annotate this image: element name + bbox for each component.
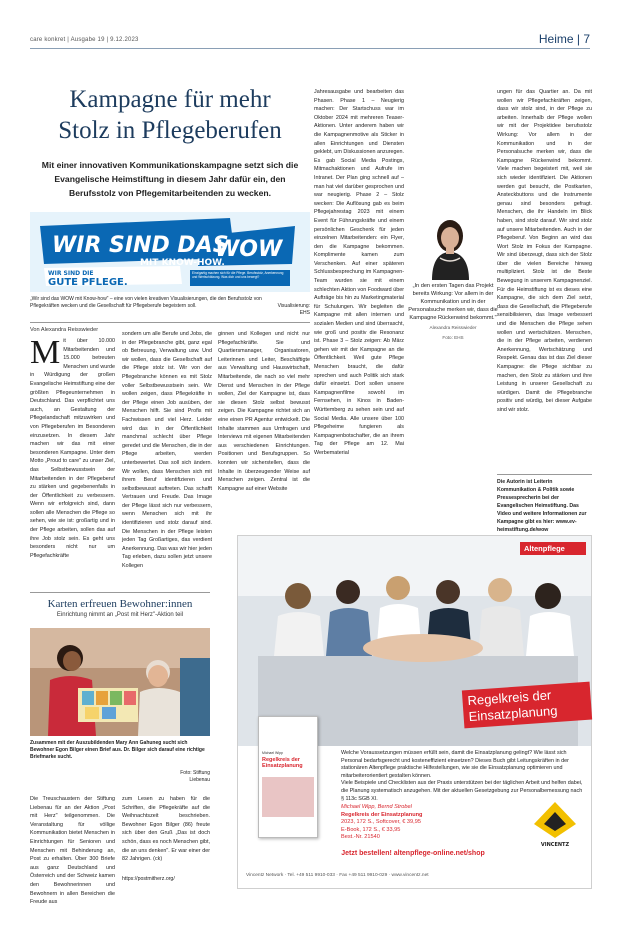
ad-tag: Altenpflege — [520, 542, 586, 555]
quote-author: Alexandra Reisswieder — [429, 325, 477, 330]
secondary-rule — [30, 592, 210, 593]
ad-shop-link[interactable]: Jetzt bestellen! altenpflege-online.net/shop — [341, 850, 485, 857]
banner-small-text: Einzigartig machen sich für die Pflege. Berufsstolz, Anerkennung und Wertschätzung. Was dich und uns bewegt? — [192, 271, 284, 279]
section-page: Heime | 7 — [538, 32, 590, 46]
banner-line-1: WIR SIND DAS — [52, 233, 229, 258]
issue-info: care konkret | Ausgabe 19 | 9.12.2023 — [30, 37, 139, 43]
column-1-text: it über 10.000 Mitarbeitenden und 15.000 betreuten Menschen und wurde in Würdigung der großen Evangelische Heimstiftung eine der größten Pflegeunternehmen in Deutschland. Das verpflichtet uns auch, an Gestaltung der Pflegelandschaft mitzuwirken und von Pflegeberufen im Besonderen einzusetzen. In diesem Jahr machen wir das mit einer besonderen Kampagne. Unter dem Motto „Proud to care" zu unser Ziel, das Selbstbewusstsein der Mitarbeitenden in der Pflegeberuf zu stärken und gegebenenfalls in der Öffentlichkeit zu verbessern. Wenn wir erfolgreich sind, dann sollen alle Menschen die Pflege so sehen, wie sie ist: großartig und in der Pflege arbeiten, sollen das auf ihre Job stolz sein. Es geht uns besonders nicht nur um Pflegefachkräfte — [30, 338, 115, 559]
campaign-banner — [30, 212, 310, 292]
author-note: Die Autorin ist Leiterin Kommunikation & Politik sowie Pressesprecherin bei der Evangelischen Heimstiftung. Das Video und weitere Informationen zur Kampagne gibt es hier: www.ev-heimstiftung.de/wow — [497, 479, 587, 533]
book-author: Michael Wipp — [262, 751, 284, 755]
secondary-column-1: Die Treuschaustern der Stiftung Liebenau für an der Aktion „Post mit Herz" teilgenommen. Die Veranstaltung für völlige Kommunikation bietet Menschen in Einrichtungen für Senioren und Menschen mit Behinderung an, Post zu erhalten. Über 300 Briefe aus ganz Deutschland und Österreich und der Schweiz kamen den Bewohnerinnen und Bewohnern in allen Bereichen die Freude aus — [30, 796, 115, 906]
secondary-photo — [30, 628, 210, 736]
portrait-photo-credit: Foto: EHS — [442, 335, 464, 340]
secondary-caption: Zusammen mit der Auszubildenden Mary Ann Gahuneg sucht sich Bewohner Egon Bilger einen Brief aus. Dr. Bilger sich darauf eine richtige Briefmarke sucht. — [30, 740, 205, 760]
article-column-1 — [30, 334, 115, 577]
ad-body — [341, 750, 583, 803]
secondary-column-2: zum Lesen zu haben für die Schriften, die Pflegekräfte auf die Weihnachtszeit beschrieben. Bewohner Egon Bilger (86) freute sich über den Gruß „Das ist doch schön, dass es noch Menschen gibt, die an uns denken". Er war einer der 82 Jahrigen. (ck) — [122, 796, 210, 863]
secondary-subhead: Einrichtung nimmt an „Post mit Herz"-Aktion teil — [56, 612, 184, 618]
ad-headline-2: Einsatzplanung — [468, 702, 558, 725]
note-rule — [497, 474, 592, 475]
banner-graphic — [30, 212, 310, 292]
article-column-4: Jahresausgabe und bearbeiten das Phasen. Phase 1 – Neugierig machen: Der Startschuss war im Oktober 2024 mit mehreren Teaser-Aktionen. Unter anderem haben wir die Kampagnenmotive als Sticker in allen Einrichtungen und Diensten geklebt, um Diskussionen anzuregen. Es gab Social Media Postings, Mitmachaktionen und Aufrufe im Intranet. Der Plan ging schnell auf – man hat viel darüber gesprochen und war neugierig. Phase 2 – Stolz wecken: Die Auflösung gab es beim Pflegejahrestag 2023 mit einem Event für Führungskräfte und einem persönlichen Geschenk für jeden einzelnen Mitarbeitenden: ein Flyer, den die Kampagne bekommen. Komplimente kamen zum Verschenken. Auf einer späteren Schlussbesprechung im Kampagnen-Team wurden sie mit einem schlechten Aktion von Foodward über Aufträge bis hin zu Marketingmaterial für Schulungen. Wir begleiten die Kampagne mit allen internen und sozialen Medien und sind überrascht, wie groß und positiv die Resonanz ist. Phase 3 – Stolz zeigen: Ab März gehen wir mit der Kampagne an die Öffentlichkeit. Weil gute Pflege Menschen braucht, die dafür sprechen und auch Politik sich stark dafür einsetzt. Dort sollen unsere Kampagnenfilme sowohl im Fernsehen, in Kinos in Baden-Württemberg zu sehen sein und auf Social Media. Alle unsere über 100 Pflegeheime fungieren als Kampagnenbotschafter, die an ihrem Tag der Pflege am 12. Mai Werbematerial — [314, 89, 404, 456]
header-rule — [30, 48, 590, 49]
book-advertisement — [237, 535, 592, 889]
article-column-5: ungen für das Quartier an. Da mit wollen wir Pflegefachkräften zeigen, dass wir stolz sind, in der Pflege zu arbeiten. Innerhalb der Pflege wollen wir mit der Projektidee berufsstolz Wirkung: Vor allem in der Kommunikation und in der Personalsuche merken wir, dass die Kampagne Rückenwind bekommt. Viele machen begeistert mit, weil sie sich wieder identifiziert. Die Aktionen werden gut besucht, die Postkarten, Ansteckbuttons und die Instrumente genau sind besonders gefragt. Menschen, die ihr Handeln im Blick haben, sind stolz darauf. Wir sind stolz auf unsere Mitarbeitenden. Auch in der Pflegeberuf. Von Beginn an wird das Wort Stolz im Fokus der Kampagne. Wir sind überzeugt, dass sich der Stolz über die vielen Bereiche hinweg multipliziert. Stolz ist die Beste Bewegung in unserem Kampagnenziel. Für die Heimstiftung ist es dieses eine Kampagne, die sich dem Ziel setzt, dass die Gesellschaft, die Pflegeberufe sensibilisieren, das Image verbessert und die Menschen die Pflege sehen wollen und wertschätzen. Menschen, die in der Pflege arbeiten, verdienen Anerkennung, Wertschätzung und Respekt. Genau das ist das Ziel dieser Kampagne: die Pflege sichtbar zu machen, den Stolz zu stärken und ihre Leistung in unserer Gesellschaft zu würdigen. Damit die Pflegebranche positiv und würdig, bei dieser Aufgabe sind wir stolz. — [497, 89, 592, 413]
ad-body-2: Viele Beispiele und Checklisten aus der Praxis unterstützen bei der täglichen Arbeit und helfen dabei, die Planung systematisch anzugehen. Mit der aktuellen Gesetzgebung zur Personalbemessung nach § 113c SGB XI. — [341, 780, 583, 802]
byline: Von Alexandra Reisswieder — [30, 327, 99, 333]
logo-text: VINCENTZ — [540, 842, 570, 848]
order-author: Michael Wipp, Bernd Strobel — [341, 804, 412, 810]
banner-caption: „Wir sind das WOW mit Know-how" – eine von vielen kreativen Visualisierungen, die den Berufsstolz von Pflegekräften wecken und die Gesellschaft für Pflegeberufe begeistern soll. — [30, 296, 262, 309]
postmitherz-link[interactable]: https://postmitherz.org/ — [122, 876, 175, 882]
order-line-2: E-Book, 172 S., € 33,95 — [341, 826, 401, 833]
secondary-headline: Karten erfreuen Bewohner:innen — [47, 598, 193, 610]
ad-contact: Vincentz Network · Tel. +49 511 9910-033 · Fax +49 511 9910-029 · www.vincentz.net — [246, 873, 429, 878]
article-column-2: sondern um alle Berufe und Jobs, die in der Pflegebranche gibt, ganz egal ob Betreuung, Verwaltung usw. Und wir wollen, dass die Gesellschaft auf die Pflege stolz ist. Wir von der Pflegebranche können es mit Stolz voller Selbstbewusstsein sein. Wir wollen zeigen, dass Pflegekräfte in der Pflege einen Job ausüben, der Menschen hilft. Sie sind Profis mit Fachwissen und viel Herz. Leider wird das in der Öffentlichkeit manchmal schlecht über Pflege geredet und die Menschen, die in der Pflege arbeiten, werden unterbewertet. Das soll sich ändern. Wir wollen, dass Menschen sich mit ihrem Beruf identifizieren und selbstbewusst auftreten. Das schafft Vertrauen und Freude. Das Image der Pflege lässt sich nur verbessern, wenn Menschen sich mit ihr identifizieren und stolz darauf sind. Die Menschen in der Pflege leisten jeden Tag Großartiges, das verdient Anerkennung. Das was wir hier jeden Tag erleben, dazu sollen jetzt unsere Kollegen — [122, 331, 212, 570]
portrait-quote — [408, 282, 498, 342]
postcards-photo — [30, 628, 210, 736]
order-line-3: Best.-Nr. 21540 — [341, 834, 380, 841]
vincentz-logo — [530, 798, 580, 848]
headline-line-1: Kampagne für mehr — [69, 86, 271, 113]
book-cover — [258, 716, 318, 838]
vincentz-logo-icon — [530, 798, 580, 848]
article-lead: Mit einer innovativen Kommunikationskampagne setzt sich die Evangelische Heimstiftung in diesem Jahr dafür ein, den Berufsstolz von Pflegemitarbeitenden zu wecken. — [41, 160, 299, 198]
drop-cap: M — [30, 334, 61, 371]
quote-text: „In den ersten Tagen das Projekt bereits Wirkung: Vor allem in der Kommunikation und in der Personalsuche merken wir, dass die Kampagne Rückenwind bekommt." — [408, 283, 498, 321]
portrait-image — [418, 212, 483, 280]
article-headline — [30, 84, 310, 146]
secondary-credit: Foto: Stiftung Liebenau — [180, 770, 210, 783]
order-line-1: 2023, 172 S., Softcover, € 39,95 — [341, 819, 421, 826]
banner-line-5: GUTE PFLEGE. — [48, 277, 128, 288]
article-column-3: ginnen und Kollegen und nicht nur Pflegefachkräfte. Sie und Quartiersmanager, Organisatoren, Leiterinnen und Leiter, Beschäftigte aus Verwaltung und Hauswirtschaft, Mitarbeitende, die nach so viel mehr Dienst und Menschen in der Pflege wollen, Ziel der Kampagne ist, dass sie diesen Stolz selbst bewusst zeigen. Die Kampagne richtet sich an eine einen PR Agentur entwickelt. Die Inhalte stammen aus Umfragen und Interviews mit eigenen Mitarbeitenden aus verschiedenen Einrichtungen. Positionen und Berufsgruppen. So konnten wir sicherstellen, dass die Inhalte in überzeugender Weise auf Menschen zeigen. Zentral ist die Kampagne auf einer Website — [218, 331, 310, 492]
byline-rule — [30, 322, 310, 323]
order-title: Regelkreis der Einsatzplanung — [341, 811, 423, 818]
banner-line-2: WOW — [215, 237, 283, 262]
banner-line-3: MIT KNOW-HOW. — [140, 258, 225, 268]
book-title: Regelkreis der Einsatzplanung — [262, 757, 303, 769]
ad-order-info — [341, 804, 501, 842]
banner-credit: Visualisierung: EHS — [277, 303, 310, 316]
author-portrait — [418, 212, 483, 280]
ad-headline-1: Regelkreis der — [467, 687, 552, 709]
headline-line-2: Stolz in Pflegeberufen — [58, 117, 282, 144]
banner-line-4: WIR SIND DIE — [48, 270, 94, 277]
ad-body-1: Welche Voraussetzungen müssen erfüllt sein, damit die Einsatzplanung gelingt? Wie lässt sich Personal bedarfsgerecht und kosteneffizient einsetzen? Dieses Buch gibt Leitungskräften in der stationären Altenpflege praktische Hilfestellungen, wie sie die Einsatzplanung optimieren und mitarbeiterorientiert gestalten können. — [341, 750, 569, 779]
